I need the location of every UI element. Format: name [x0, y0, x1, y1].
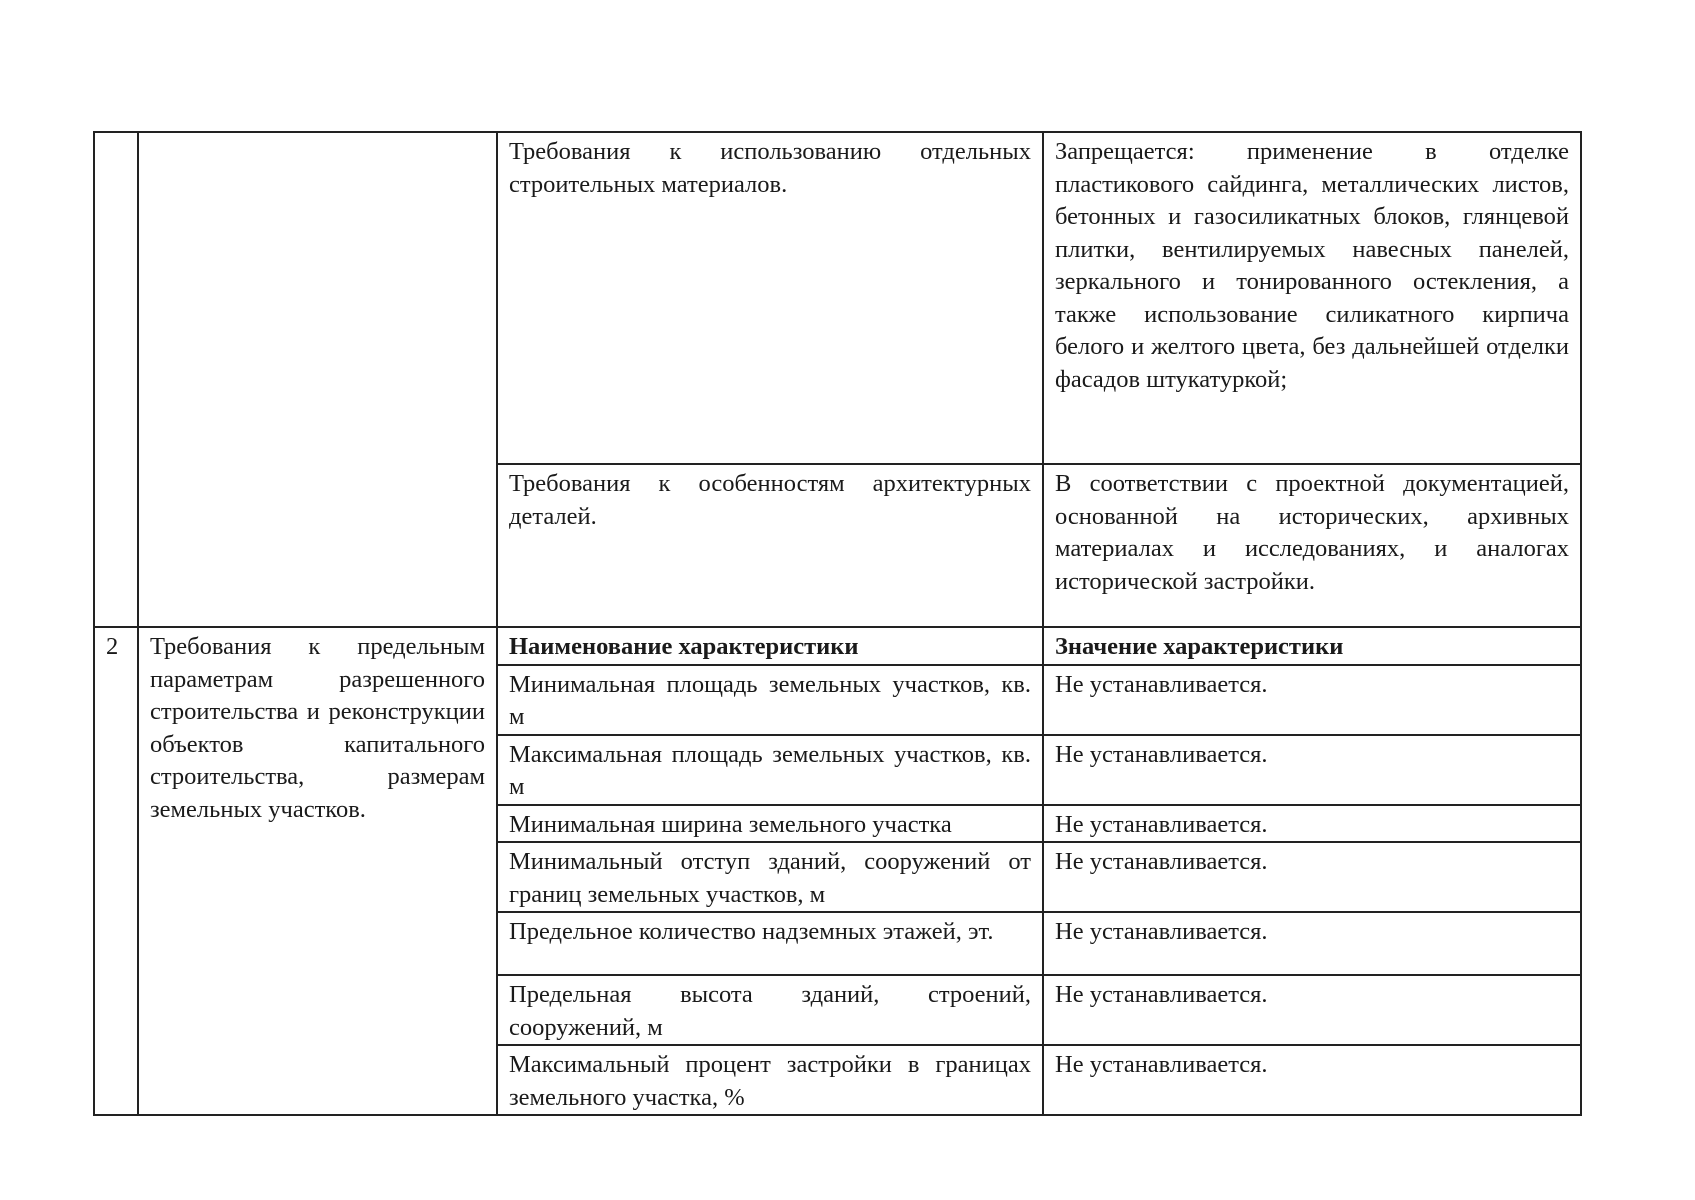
- characteristic-cell: Требования к использованию отдельных строительных материалов.: [497, 132, 1043, 464]
- characteristic-cell: Минимальный отступ зданий, сооружений от границ земельных участков, м: [497, 842, 1043, 912]
- characteristic-cell: Максимальная площадь земельных участков, кв. м: [497, 735, 1043, 805]
- requirements-table: [93, 131, 1582, 1116]
- value-cell: В соответствии с проектной документацией, основанной на исторических, архивных материалах и исследованиях, и аналогах исторической застройки.: [1043, 464, 1581, 627]
- characteristic-cell: Предельная высота зданий, строений, сооружений, м: [497, 975, 1043, 1045]
- value-cell: Не устанавливается.: [1043, 665, 1581, 735]
- characteristic-cell: Требования к особенностям архитектурных деталей.: [497, 464, 1043, 627]
- value-cell: Не устанавливается.: [1043, 975, 1581, 1045]
- value-cell: Не устанавливается.: [1043, 842, 1581, 912]
- row-number-cell-empty: [94, 132, 138, 627]
- column-header-name: Наименование характеристики: [497, 627, 1043, 665]
- requirement-cell-empty: [138, 132, 497, 627]
- characteristic-cell: Минимальная ширина земельного участка: [497, 805, 1043, 843]
- column-header-value: Значение характеристики: [1043, 627, 1581, 665]
- requirement-cell: Требования к предельным параметрам разрешенного строительства и реконструкции объектов капитального строительства, размерам земельных участков.: [138, 627, 497, 1115]
- characteristic-cell: Предельное количество надземных этажей, эт.: [497, 912, 1043, 975]
- value-cell: Не устанавливается.: [1043, 912, 1581, 975]
- value-cell: Запрещается: применение в отделке пластикового сайдинга, металлических листов, бетонных и газосиликатных блоков, глянцевой плитки, вентилируемых навесных панелей, зеркального и тонированного остекления, а также использование силикатного кирпича белого и желтого цвета, без дальнейшей отделки фасадов штукатуркой;: [1043, 132, 1581, 464]
- characteristic-cell: Минимальная площадь земельных участков, кв. м: [497, 665, 1043, 735]
- value-cell: Не устанавливается.: [1043, 805, 1581, 843]
- value-cell: Не устанавливается.: [1043, 735, 1581, 805]
- characteristic-cell: Максимальный процент застройки в границах земельного участка, %: [497, 1045, 1043, 1115]
- value-cell: Не устанавливается.: [1043, 1045, 1581, 1115]
- table-header-row: [94, 627, 1581, 665]
- row-number-cell: 2: [94, 627, 138, 1115]
- table-row: [94, 132, 1581, 464]
